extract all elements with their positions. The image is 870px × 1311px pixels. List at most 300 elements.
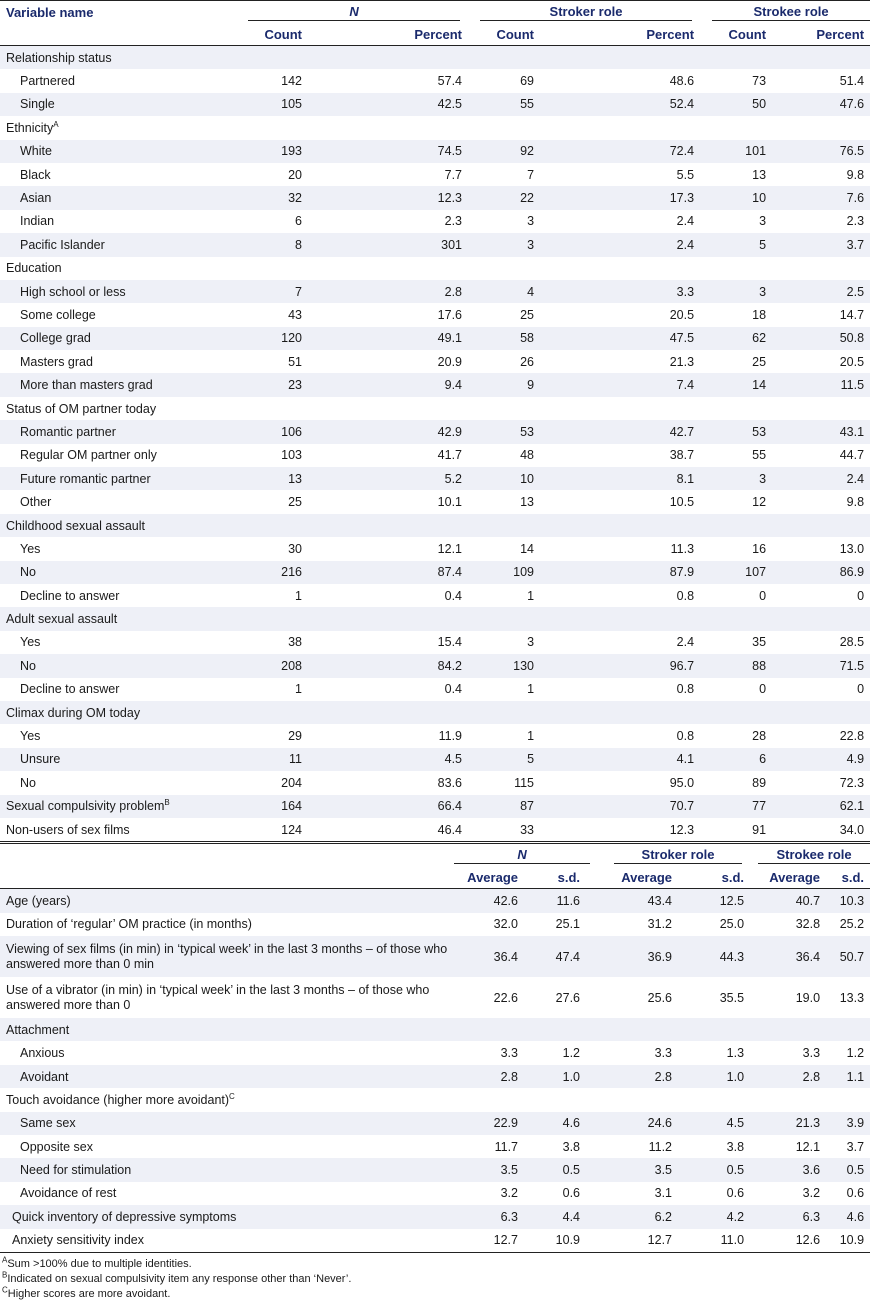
footnote-marker: C <box>229 1091 235 1101</box>
table-cell: 20.5 <box>669 307 695 322</box>
table-cell: 51 <box>288 354 302 369</box>
table-cell: 11.2 <box>648 1139 673 1154</box>
row-label: Education <box>6 261 62 276</box>
group-header-n: N <box>248 4 460 21</box>
table-cell: 4.5 <box>678 1112 750 1135</box>
table-cell: 208 <box>238 654 338 677</box>
table-cell: 1 <box>527 729 535 744</box>
table-cell: 35.5 <box>719 990 745 1005</box>
table-cell: 72.4 <box>570 140 702 163</box>
table-cell: 142 <box>281 74 302 89</box>
table-cell: 17.3 <box>570 186 702 209</box>
table-cell: 124 <box>238 818 338 842</box>
table-cell: 105 <box>238 93 338 116</box>
table-cell: 88 <box>702 654 802 677</box>
table-cell: 3 <box>759 214 767 229</box>
table-cell: 72.3 <box>839 775 865 790</box>
col-percent-strokee: Percent <box>802 23 870 46</box>
table-row <box>0 1041 870 1064</box>
footnote-marker: A <box>53 119 59 129</box>
table-cell: 18 <box>752 307 767 322</box>
table-cell: 7.4 <box>570 373 702 396</box>
table-cell: 28.5 <box>839 635 865 650</box>
footnotes <box>0 1257 870 1302</box>
table-cell: 6 <box>702 748 802 771</box>
table-cell: 9.8 <box>846 495 865 510</box>
table-cell: 95.0 <box>669 775 695 790</box>
table-cell: 11.7 <box>494 1139 518 1154</box>
row-label: Quick inventory of depressive symptoms <box>12 1209 237 1224</box>
table-row <box>0 913 870 936</box>
table-cell: 120 <box>238 327 338 350</box>
table-cell: 7.7 <box>444 167 463 182</box>
row-label: Status of OM partner today <box>6 401 157 416</box>
footnote <box>2 1257 870 1272</box>
table-cell: 42.5 <box>338 93 470 116</box>
table-row <box>0 771 870 794</box>
table-cell: 3.3 <box>500 1046 518 1061</box>
table-cell: 3.7 <box>802 233 870 256</box>
table-cell: 50 <box>702 93 802 116</box>
row-label: Unsure <box>20 752 61 767</box>
table-cell: 2.3 <box>444 214 463 229</box>
table-row <box>0 163 870 186</box>
row-label: Decline to answer <box>20 588 120 603</box>
table-cell: 1 <box>295 588 302 603</box>
table-cell: 5.5 <box>676 167 695 182</box>
table-cell: 10.1 <box>437 495 463 510</box>
table-cell: 3 <box>702 467 802 490</box>
table-row <box>0 116 870 139</box>
col-average-stroker: Average <box>606 866 678 889</box>
row-label: Some college <box>20 307 96 322</box>
row-label: Anxious <box>20 1046 65 1061</box>
table-row <box>0 795 870 818</box>
row-label: Partnered <box>20 74 75 89</box>
table-cell: 29 <box>288 729 302 744</box>
table-cell: 10.5 <box>669 495 695 510</box>
row-label: Anxiety sensitivity index <box>12 1233 145 1248</box>
table-row <box>0 373 870 396</box>
table-cell: 23 <box>238 373 338 396</box>
table-cell: 2.3 <box>846 214 865 229</box>
row-label: Future romantic partner <box>20 471 151 486</box>
table-cell: 3 <box>527 635 535 650</box>
table-cell: 7 <box>527 167 535 182</box>
table-row <box>0 186 870 209</box>
table-cell: 20.5 <box>839 354 865 369</box>
row-label: White <box>20 144 52 159</box>
table-cell: 25 <box>752 354 767 369</box>
table-cell: 193 <box>238 140 338 163</box>
table-row <box>0 654 870 677</box>
table-cell: 0 <box>857 588 865 603</box>
table-cell: 11.6 <box>524 889 606 913</box>
table-cell: 4.5 <box>338 748 470 771</box>
table-cell: 10 <box>702 186 802 209</box>
table-row <box>0 678 870 701</box>
table-row <box>0 584 870 607</box>
table-cell: 7 <box>238 280 338 303</box>
footnote-text: Higher scores are more avoidant. <box>7 1287 171 1300</box>
table-cell: 25.1 <box>555 917 581 932</box>
table-cell: 0 <box>759 682 767 697</box>
table-cell: 20.9 <box>437 354 463 369</box>
footnote <box>2 1272 870 1287</box>
table-cell: 53 <box>702 420 802 443</box>
table-row <box>0 889 870 913</box>
table-cell: 25 <box>288 495 302 510</box>
table-row <box>0 303 870 326</box>
table-cell: 1 <box>527 682 535 697</box>
table-row <box>0 1158 870 1181</box>
table-cell: 101 <box>702 140 802 163</box>
table-cell: 69 <box>520 74 535 89</box>
table-cell: 26 <box>520 354 535 369</box>
row-label: Touch avoidance (higher more avoidant) <box>6 1092 230 1107</box>
table-cell: 0.4 <box>444 682 463 697</box>
row-label: Non-users of sex films <box>6 822 130 837</box>
table-row <box>0 1065 870 1088</box>
table-cell: 15.4 <box>437 635 463 650</box>
table-cell: 22.9 <box>454 1112 524 1135</box>
table-cell: 16 <box>752 541 767 556</box>
table-cell: 13 <box>520 495 535 510</box>
group-header-strokee: Strokee role <box>712 4 870 21</box>
table-cell: 130 <box>470 654 570 677</box>
table-cell: 14 <box>520 541 535 556</box>
table-cell: 12.5 <box>678 889 750 913</box>
table-cell: 87.9 <box>570 561 702 584</box>
table-cell: 84.2 <box>338 654 470 677</box>
table-cell: 10.3 <box>826 889 870 913</box>
col-count-n: Count <box>238 23 338 46</box>
table-cell: 9.8 <box>846 167 865 182</box>
table-cell: 22.6 <box>493 990 518 1005</box>
table-cell: 30 <box>288 541 302 556</box>
table-cell: 3 <box>702 280 802 303</box>
table-cell: 36.4 <box>750 936 826 977</box>
table-cell: 43 <box>288 307 302 322</box>
table-cell: 86.9 <box>802 561 870 584</box>
table-cell: 10.9 <box>826 1229 870 1253</box>
footnote-text: Sum >100% due to multiple identities. <box>7 1257 192 1270</box>
table-cell: 62.1 <box>802 795 870 818</box>
table-cell: 3.3 <box>570 280 702 303</box>
table-cell: 2.5 <box>802 280 870 303</box>
table-cell: 19.0 <box>795 990 821 1005</box>
table-cell: 107 <box>702 561 802 584</box>
table-cell: 48 <box>520 448 535 463</box>
table-cell: 36.4 <box>454 936 524 977</box>
table-cell: 3.6 <box>750 1158 826 1181</box>
table-cell: 22.8 <box>839 729 865 744</box>
table-row <box>0 631 870 654</box>
table-cell: 13.3 <box>839 990 865 1005</box>
table-cell: 9 <box>470 373 570 396</box>
table-cell: 49.1 <box>338 327 470 350</box>
table-cell: 103 <box>281 448 302 463</box>
row-label: Other <box>20 495 52 510</box>
table-cell: 25 <box>520 307 535 322</box>
table-cell: 46.4 <box>338 818 470 842</box>
table-cell: 4.9 <box>802 748 870 771</box>
table-cell: 9.4 <box>338 373 470 396</box>
table-cell: 1.2 <box>846 1046 865 1061</box>
table-cell: 55 <box>470 93 570 116</box>
table-cell: 12.3 <box>338 186 470 209</box>
table-cell: 22 <box>470 186 570 209</box>
table-cell: 4.6 <box>524 1112 606 1135</box>
table-cell: 11.3 <box>670 541 695 556</box>
table-cell: 7.6 <box>802 186 870 209</box>
table-cell: 301 <box>338 233 470 256</box>
table-cell: 12.1 <box>437 541 463 556</box>
table-cell: 109 <box>470 561 570 584</box>
row-label: Asian <box>20 191 52 206</box>
table-cell: 14.7 <box>839 307 865 322</box>
table-cell: 3.8 <box>562 1139 581 1154</box>
table-cell: 4.2 <box>678 1205 750 1228</box>
table-row <box>0 514 870 537</box>
table-cell: 106 <box>238 420 338 443</box>
row-label: No <box>20 565 36 580</box>
table-cell: 31.2 <box>647 917 673 932</box>
group-header-n-2: N <box>454 847 590 864</box>
row-label: Relationship status <box>6 50 112 65</box>
table-cell: 36.9 <box>606 936 678 977</box>
table-cell: 42.9 <box>338 420 470 443</box>
row-label: Need for stimulation <box>20 1163 132 1178</box>
table-cell: 57.4 <box>437 74 463 89</box>
table-cell: 35 <box>752 635 767 650</box>
table-cell: 0.6 <box>562 1186 581 1201</box>
group-header-stroker: Stroker role <box>480 4 692 21</box>
row-label: No <box>20 658 36 673</box>
table-cell: 58 <box>470 327 570 350</box>
row-label: Indian <box>20 214 55 229</box>
table-cell: 3.9 <box>826 1112 870 1135</box>
row-label: College grad <box>20 331 91 346</box>
row-label: Yes <box>20 729 41 744</box>
table-cell: 21.3 <box>669 354 695 369</box>
table-cell: 6.2 <box>606 1205 678 1228</box>
table-cell: 4 <box>470 280 570 303</box>
table-cell: 11.9 <box>438 729 463 744</box>
row-label: Romantic partner <box>20 424 116 439</box>
row-label: Climax during OM today <box>6 705 141 720</box>
table-row <box>0 397 870 420</box>
col-sd-strokee: s.d. <box>826 866 870 889</box>
table-row <box>0 936 870 977</box>
row-label: Decline to answer <box>20 682 120 697</box>
table-cell: 6 <box>295 214 302 229</box>
table-cell: 115 <box>514 775 535 790</box>
row-label: Pacific Islander <box>20 237 105 252</box>
table-cell: 0.5 <box>524 1158 606 1181</box>
table-row <box>0 233 870 256</box>
table-cell: 12.7 <box>454 1229 524 1253</box>
table-cell: 50.8 <box>802 327 870 350</box>
table-cell: 44.7 <box>839 448 865 463</box>
scales-table <box>0 843 870 1253</box>
table-row <box>0 420 870 443</box>
table-cell: 70.7 <box>570 795 702 818</box>
table-cell: 96.7 <box>570 654 702 677</box>
row-label: No <box>20 775 36 790</box>
table-cell: 51.4 <box>839 74 865 89</box>
table-cell: 3.2 <box>802 1186 821 1201</box>
table-cell: 52.4 <box>570 93 702 116</box>
table-cell: 0.8 <box>676 729 695 744</box>
table-cell: 10.9 <box>524 1229 606 1253</box>
table-cell: 32 <box>238 186 338 209</box>
table-row <box>0 327 870 350</box>
table-cell: 38.7 <box>669 448 695 463</box>
row-label: High school or less <box>20 284 126 299</box>
col-count-stroker: Count <box>470 23 570 46</box>
row-label: Childhood sexual assault <box>6 518 145 533</box>
table-cell: 87 <box>470 795 570 818</box>
row-label: Black <box>20 167 51 182</box>
table-cell: 41.7 <box>437 448 463 463</box>
table-cell: 2.8 <box>338 280 470 303</box>
table-cell: 1.0 <box>678 1065 750 1088</box>
row-label: More than masters grad <box>20 378 153 393</box>
table-cell: 91 <box>702 818 802 842</box>
table-cell: 71.5 <box>802 654 870 677</box>
table-row <box>0 818 870 842</box>
table-cell: 5 <box>470 748 570 771</box>
table-row <box>0 1229 870 1253</box>
table-cell: 2.8 <box>750 1065 826 1088</box>
table-row <box>0 444 870 467</box>
row-label: Ethnicity <box>6 120 54 135</box>
table-cell: 40.7 <box>750 889 826 913</box>
table-cell: 0.5 <box>826 1158 870 1181</box>
table-cell: 3.8 <box>726 1139 745 1154</box>
footnote-marker: B <box>2 1270 8 1280</box>
table-row <box>0 46 870 70</box>
table-cell: 8.1 <box>570 467 702 490</box>
table-row <box>0 210 870 233</box>
table-row <box>0 350 870 373</box>
table-cell: 3 <box>527 214 535 229</box>
table-cell: 50.7 <box>826 936 870 977</box>
table-cell: 43.4 <box>606 889 678 913</box>
table-cell: 89 <box>752 775 767 790</box>
table-cell: 2.8 <box>606 1065 678 1088</box>
col-average-n: Average <box>454 866 524 889</box>
table-cell: 25.0 <box>719 917 745 932</box>
table-cell: 3.5 <box>606 1158 678 1181</box>
table-cell: 0.5 <box>678 1158 750 1181</box>
table-cell: 12.6 <box>750 1229 826 1253</box>
table-row <box>0 257 870 280</box>
table-cell: 3.7 <box>846 1139 865 1154</box>
table-row <box>0 748 870 771</box>
table-cell: 28 <box>752 729 767 744</box>
row-label: Opposite sex <box>20 1139 93 1154</box>
table-row <box>0 724 870 747</box>
table-row <box>0 93 870 116</box>
table-cell: 10 <box>470 467 570 490</box>
row-label: Sexual compulsivity problem <box>6 799 165 814</box>
table-cell: 62 <box>702 327 802 350</box>
table-row <box>0 607 870 630</box>
col-sd-stroker: s.d. <box>678 866 750 889</box>
table-row <box>0 561 870 584</box>
table-cell: 3.1 <box>654 1186 673 1201</box>
table-cell: 83.6 <box>437 775 463 790</box>
table-cell: 47.5 <box>570 327 702 350</box>
row-label: Attachment <box>6 1022 70 1037</box>
table-cell: 0.8 <box>676 682 695 697</box>
group-header-strokee-2: Strokee role <box>758 847 870 864</box>
table-cell: 164 <box>238 795 338 818</box>
table-cell: 4.4 <box>524 1205 606 1228</box>
table-row <box>0 1182 870 1205</box>
table-cell: 1 <box>295 682 302 697</box>
table-cell: 48.6 <box>669 74 695 89</box>
table-cell: 1.1 <box>826 1065 870 1088</box>
table-row <box>0 1135 870 1158</box>
table-cell: 25.6 <box>647 990 673 1005</box>
demographics-table-body <box>0 46 870 842</box>
table-cell: 0 <box>759 588 767 603</box>
table-cell: 0.6 <box>846 1186 865 1201</box>
table-cell: 3.5 <box>454 1158 524 1181</box>
table-cell: 11.0 <box>678 1229 750 1253</box>
row-label: Avoidance of rest <box>20 1186 117 1201</box>
table-cell: 44.3 <box>678 936 750 977</box>
table-row <box>0 1018 870 1041</box>
table-cell: 27.6 <box>555 990 581 1005</box>
table-cell: 6.3 <box>454 1205 524 1228</box>
table-row <box>0 537 870 560</box>
table-cell: 43.1 <box>802 420 870 443</box>
table-cell: 0 <box>857 682 865 697</box>
table-row <box>0 701 870 724</box>
row-label: Masters grad <box>20 354 93 369</box>
row-label: Yes <box>20 635 41 650</box>
table-cell: 1.3 <box>726 1046 745 1061</box>
table-cell: 11.5 <box>802 373 870 396</box>
table-cell: 2.4 <box>802 467 870 490</box>
table-cell: 2.4 <box>676 214 695 229</box>
table-cell: 53 <box>470 420 570 443</box>
row-label: Yes <box>20 541 41 556</box>
table-cell: 5.2 <box>338 467 470 490</box>
table-cell: 42.6 <box>454 889 524 913</box>
table-cell: 8 <box>238 233 338 256</box>
table-row <box>0 1205 870 1228</box>
table-row <box>0 1112 870 1135</box>
table-row <box>0 977 870 1018</box>
table-cell: 20 <box>288 167 302 182</box>
table-cell: 4.1 <box>570 748 702 771</box>
table-cell: 14 <box>702 373 802 396</box>
scales-table-body <box>0 889 870 1253</box>
table-cell: 12.3 <box>570 818 702 842</box>
table-cell: 216 <box>238 561 338 584</box>
table-cell: 42.7 <box>570 420 702 443</box>
table-cell: 17.6 <box>437 307 463 322</box>
table-cell: 77 <box>702 795 802 818</box>
table-cell: 47.6 <box>802 93 870 116</box>
table-cell: 32.8 <box>795 917 821 932</box>
table-cell: 0.6 <box>726 1186 745 1201</box>
